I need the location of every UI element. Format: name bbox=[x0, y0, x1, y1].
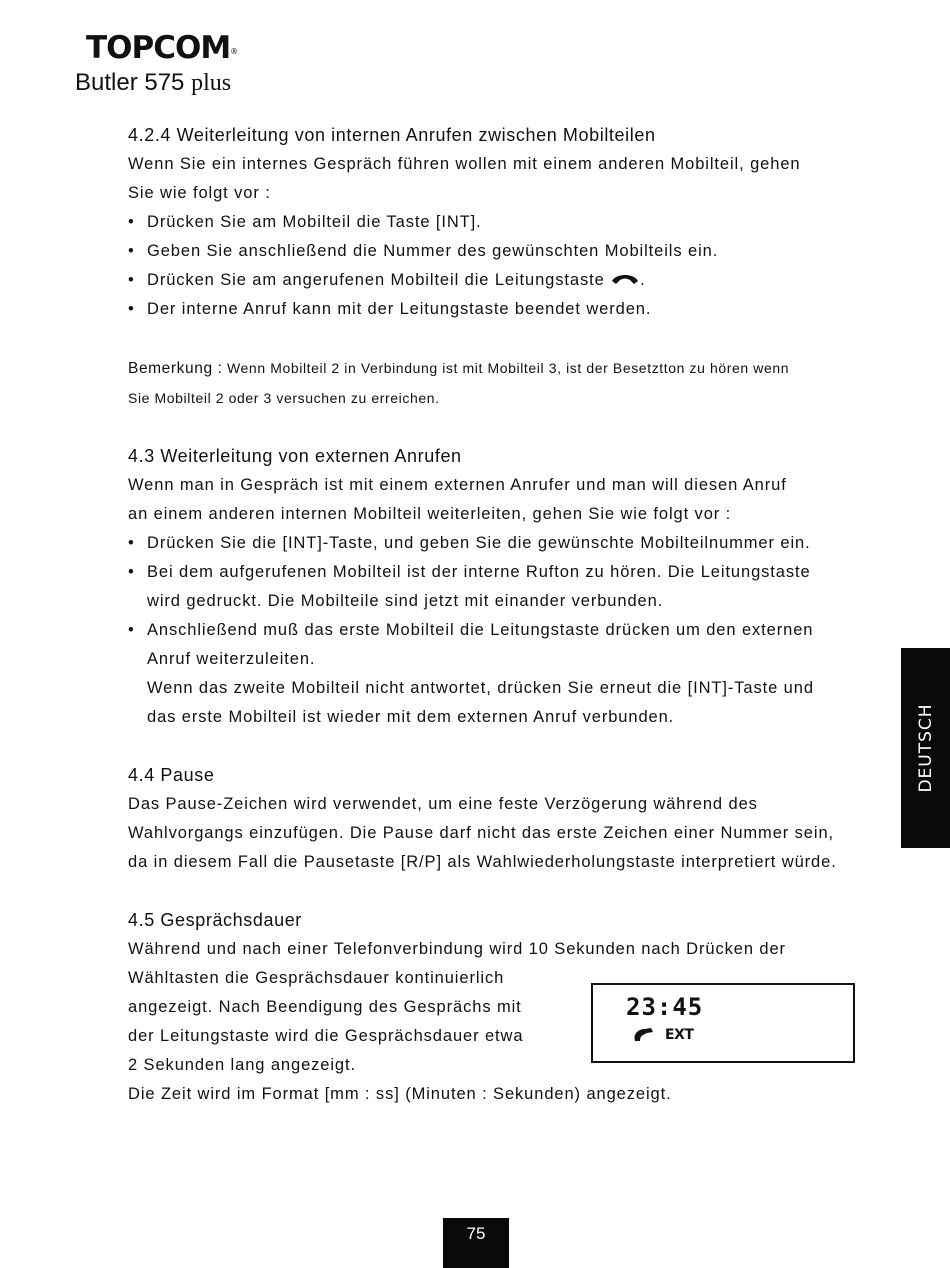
bullet-marker: • bbox=[128, 242, 135, 260]
lcd-display bbox=[591, 983, 855, 1063]
bullet-text: Drücken Sie am Mobilteil die Taste [INT]. bbox=[147, 213, 482, 231]
bullet-text-end: . bbox=[640, 271, 646, 289]
paragraph-line: Wenn Sie ein internes Gespräch führen wollen mit einem anderen Mobilteil, gehen bbox=[128, 155, 801, 173]
page-number: 75 bbox=[443, 1218, 509, 1268]
section-heading-4-5: 4.5 Gesprächsdauer bbox=[128, 910, 302, 930]
line-key-handset-icon bbox=[610, 270, 640, 292]
bullet-text: Drücken Sie am angerufenen Mobilteil die Leitungstaste bbox=[147, 271, 605, 289]
bullet-text: Drücken Sie die [INT]-Taste, und geben Sie die gewünschte Mobilteilnummer ein. bbox=[147, 534, 811, 552]
section-heading-4-4: 4.4 Pause bbox=[128, 765, 215, 785]
paragraph-line: angezeigt. Nach Beendigung des Gesprächs mit bbox=[128, 998, 522, 1016]
note-line: Sie Mobilteil 2 oder 3 versuchen zu erreichen. bbox=[128, 390, 440, 406]
trademark: ® bbox=[230, 47, 238, 56]
paragraph-line: 2 Sekunden lang angezeigt. bbox=[128, 1056, 356, 1074]
bullet-text: Der interne Anruf kann mit der Leitungstaste beendet werden. bbox=[147, 300, 652, 318]
paragraph-line: der Leitungstaste wird die Gesprächsdauer etwa bbox=[128, 1027, 524, 1045]
bullet-text: Geben Sie anschließend die Nummer des gewünschten Mobilteils ein. bbox=[147, 242, 719, 260]
paragraph-line: Wahlvorgangs einzufügen. Die Pause darf nicht das erste Zeichen einer Nummer sein, bbox=[128, 824, 835, 842]
external-call-label: EXT bbox=[665, 1027, 694, 1043]
bullet-marker: • bbox=[128, 621, 135, 639]
paragraph-line: Sie wie folgt vor : bbox=[128, 184, 271, 202]
handset-icon bbox=[631, 1027, 655, 1048]
brand-name: TOPCOM bbox=[86, 30, 231, 66]
paragraph-line: Das Pause-Zeichen wird verwendet, um eine feste Verzögerung während des bbox=[128, 795, 758, 813]
note-text: Wenn Mobilteil 2 in Verbindung ist mit Mobilteil 3, ist der Besetztton zu hören wenn bbox=[226, 360, 790, 376]
bullet-marker: • bbox=[128, 213, 135, 231]
language-tab bbox=[901, 648, 950, 848]
paragraph-line: Wenn man in Gespräch ist mit einem externen Anrufer und man will diesen Anruf bbox=[128, 476, 787, 494]
model-number: Butler 575 bbox=[75, 69, 185, 96]
note-label: Bemerkung : bbox=[128, 360, 223, 377]
bullet-text: wird gedruckt. Die Mobilteile sind jetzt mit einander verbunden. bbox=[147, 592, 664, 610]
bullet-text: Bei dem aufgerufenen Mobilteil ist der interne Rufton zu hören. Die Leitungstaste bbox=[147, 563, 811, 581]
bullet-text: Anruf weiterzuleiten. bbox=[147, 650, 316, 668]
paragraph-line: Die Zeit wird im Format [mm : ss] (Minuten : Sekunden) angezeigt. bbox=[128, 1085, 672, 1103]
section-heading-4-2-4: 4.2.4 Weiterleitung von internen Anrufen zwischen Mobilteilen bbox=[128, 125, 656, 145]
note-line bbox=[128, 358, 789, 379]
brand-logo bbox=[86, 30, 237, 66]
bullet-marker: • bbox=[128, 534, 135, 552]
bullet-marker: • bbox=[128, 563, 135, 581]
bullet-marker: • bbox=[128, 300, 135, 318]
paragraph-line: Während und nach einer Telefonverbindung wird 10 Sekunden nach Drücken der bbox=[128, 940, 786, 958]
language-tab-label: DEUTSCH bbox=[915, 703, 936, 793]
paragraph-line: Wähltasten die Gesprächsdauer kontinuierlich bbox=[128, 969, 505, 987]
model-suffix: plus bbox=[191, 70, 232, 96]
bullet-text: das erste Mobilteil ist wieder mit dem externen Anruf verbunden. bbox=[147, 708, 675, 726]
bullet-marker: • bbox=[128, 271, 135, 289]
bullet-text: Wenn das zweite Mobilteil nicht antwortet, drücken Sie erneut die [INT]-Taste und bbox=[147, 679, 814, 697]
paragraph-line: da in diesem Fall die Pausetaste [R/P] als Wahlwiederholungstaste interpretiert würde. bbox=[128, 853, 837, 871]
bullet-text-with-icon bbox=[147, 269, 646, 292]
paragraph-line: an einem anderen internen Mobilteil weiterleiten, gehen Sie wie folgt vor : bbox=[128, 505, 732, 523]
section-heading-4-3: 4.3 Weiterleitung von externen Anrufen bbox=[128, 446, 462, 466]
bullet-text: Anschließend muß das erste Mobilteil die Leitungstaste drücken um den externen bbox=[147, 621, 814, 639]
model-name bbox=[75, 68, 231, 98]
call-duration-readout: 23:45 bbox=[626, 993, 704, 1021]
